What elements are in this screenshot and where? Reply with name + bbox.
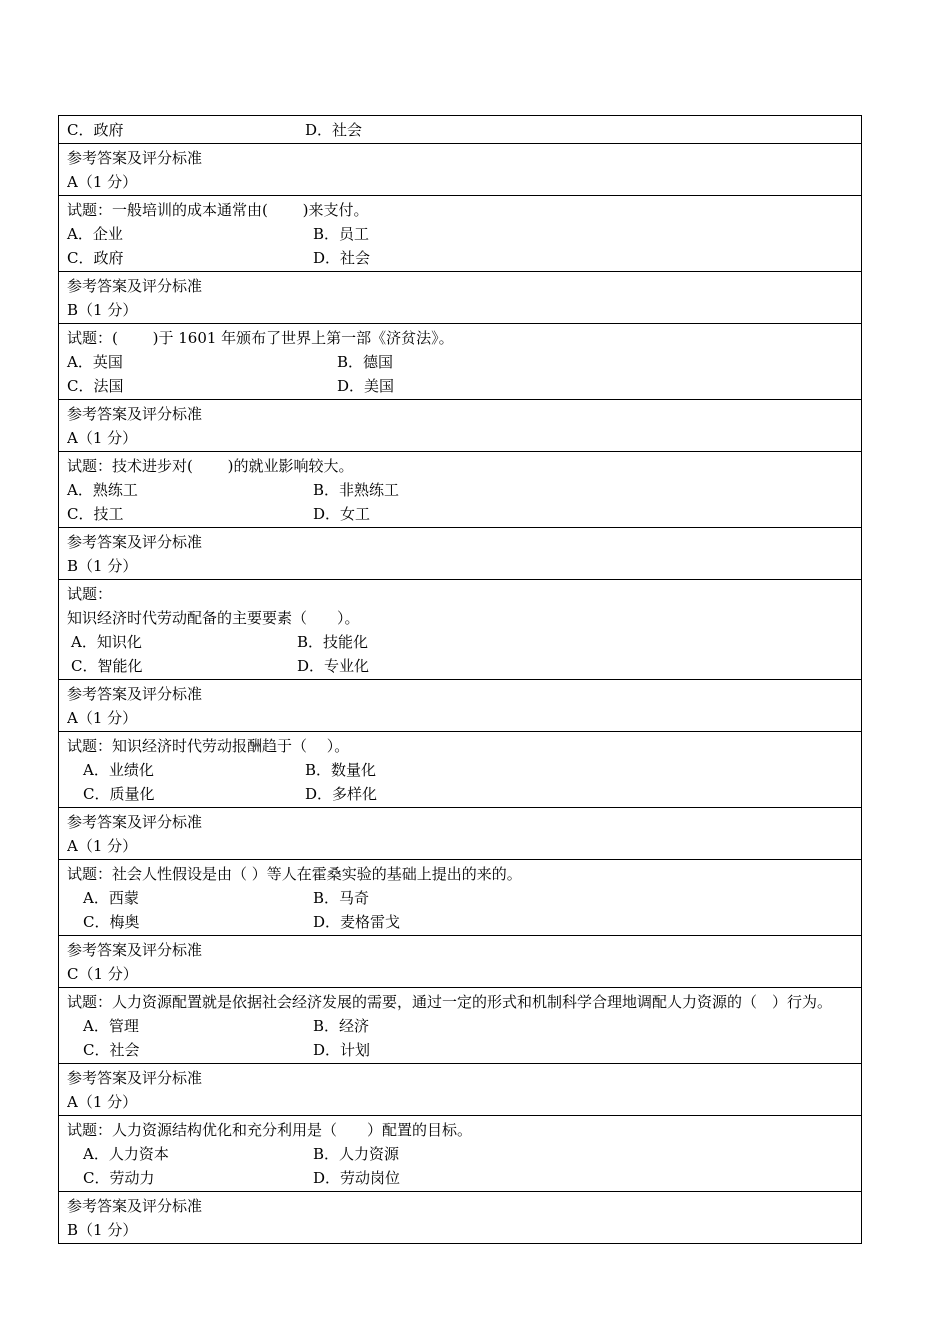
option-right: D．专业化 [297,657,370,675]
answer-value: A（1 分） [67,1093,138,1111]
question-block [58,1116,862,1192]
option-row [67,1166,853,1190]
option-left: C．技工 [67,505,124,523]
option-left: A．西蒙 [83,889,139,907]
option-row [67,222,853,246]
option-left: A．业绩化 [83,761,154,779]
answer-value: B（1 分） [67,557,138,575]
option-row [67,758,853,782]
option-left: C．社会 [83,1041,140,1059]
option-right: B．马奇 [313,889,370,907]
answer-block [58,272,862,324]
option-row [67,374,853,398]
answer-block [58,936,862,988]
option-left: A．管理 [83,1017,139,1035]
option-right: D．女工 [313,505,371,523]
option-right: D．社会 [305,121,363,139]
option-left: C．质量化 [83,785,155,803]
options-block [58,116,862,144]
question-stem: 试题：知识经济时代劳动报酬趋于（ ）。 [67,737,350,755]
option-row [67,654,853,678]
answer-block [58,808,862,860]
question-block [58,988,862,1064]
option-left: A．人力资本 [83,1145,169,1163]
option-row [67,246,853,270]
option-row [67,350,853,374]
question-block [58,324,862,400]
question-stem: 试题：( )于 1601 年颁布了世界上第一部《济贫法》。 [67,329,454,347]
exam-table [58,115,862,1244]
answer-block [58,680,862,732]
option-row [67,782,853,806]
option-right: B．经济 [313,1017,370,1035]
answer-heading: 参考答案及评分标准 [67,1197,203,1215]
option-right: D．计划 [313,1041,371,1059]
option-right: D．麦格雷戈 [313,913,401,931]
option-row [67,478,853,502]
option-row [67,1038,853,1062]
question-stem: 试题：社会人性假设是由（ ）等人在霍桑实验的基础上提出的来的。 [67,865,522,883]
option-right: D．多样化 [305,785,378,803]
answer-value: A（1 分） [67,709,138,727]
question-block [58,732,862,808]
answer-heading: 参考答案及评分标准 [67,685,203,703]
option-row [67,502,853,526]
answer-heading: 参考答案及评分标准 [67,149,203,167]
answer-block [58,144,862,196]
answer-value: A（1 分） [67,837,138,855]
option-right: B．非熟练工 [313,481,400,499]
question-stem: 试题：人力资源结构优化和充分利用是（ ）配置的目标。 [67,1121,473,1139]
option-left: A．熟练工 [67,481,138,499]
question-block [58,452,862,528]
question-block [58,196,862,272]
answer-block [58,400,862,452]
option-right: B．数量化 [305,761,377,779]
option-left: A．企业 [67,225,123,243]
answer-heading: 参考答案及评分标准 [67,405,203,423]
option-row [67,1142,853,1166]
option-left: C．政府 [67,249,124,267]
option-row [67,118,853,142]
answer-heading: 参考答案及评分标准 [67,813,203,831]
option-right: B．德国 [337,353,394,371]
answer-heading: 参考答案及评分标准 [67,277,203,295]
answer-value: C（1 分） [67,965,138,983]
option-right: D．美国 [337,377,395,395]
answer-value: B（1 分） [67,301,138,319]
option-left: C．政府 [67,121,124,139]
answer-heading: 参考答案及评分标准 [67,941,203,959]
question-stem: 试题：技术进步对( )的就业影响较大。 [67,457,354,475]
option-left: A．英国 [67,353,123,371]
option-right: B．技能化 [297,633,369,651]
option-row [67,630,853,654]
question-stem: 试题：人力资源配置就是依据社会经济发展的需要，通过一定的形式和机制科学合理地调配人力资源的（ ）行为。 [67,993,833,1011]
answer-block [58,1192,862,1244]
option-left: C．智能化 [71,657,143,675]
option-left: C．劳动力 [83,1169,155,1187]
option-left: C．梅奥 [83,913,140,931]
answer-heading: 参考答案及评分标准 [67,1069,203,1087]
answer-block [58,528,862,580]
option-right: B．员工 [313,225,370,243]
option-right: B．人力资源 [313,1145,400,1163]
question-stem: 试题： [67,585,113,603]
option-left: C．法国 [67,377,124,395]
question-stem: 知识经济时代劳动配备的主要要素（ ）。 [67,609,360,627]
option-row [67,1014,853,1038]
answer-value: A（1 分） [67,429,138,447]
option-right: D．劳动岗位 [313,1169,401,1187]
answer-block [58,1064,862,1116]
question-stem: 试题：一般培训的成本通常由( )来支付。 [67,201,369,219]
question-block [58,860,862,936]
answer-heading: 参考答案及评分标准 [67,533,203,551]
question-block [58,580,862,680]
answer-value: B（1 分） [67,1221,138,1239]
option-left: A．知识化 [71,633,142,651]
option-row [67,910,853,934]
option-row [67,886,853,910]
answer-value: A（1 分） [67,173,138,191]
option-right: D．社会 [313,249,371,267]
